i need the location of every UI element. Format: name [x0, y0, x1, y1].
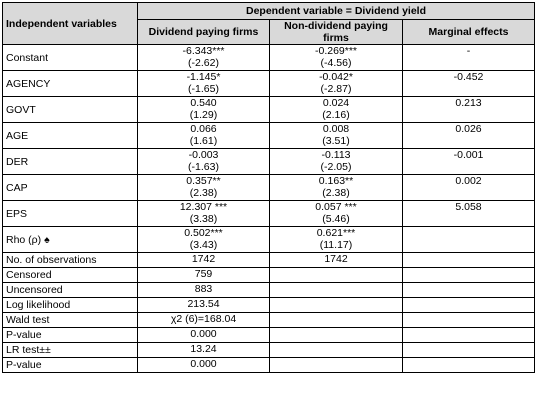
row-label: AGE: [3, 123, 138, 149]
stats-row: [3, 268, 535, 283]
cell-marginal: 0.213: [403, 97, 535, 123]
stat-label: Censored: [3, 268, 138, 283]
stat-marginal: [403, 268, 535, 283]
stat-dividend: χ2 (6)=168.04: [138, 313, 270, 328]
cell-marginal: 0.026: [403, 123, 535, 149]
table-row: [3, 227, 535, 253]
cell-marginal: [403, 227, 535, 253]
stat-label: Uncensored: [3, 283, 138, 298]
stat-non-dividend: [270, 283, 403, 298]
stat-label: Wald test: [3, 313, 138, 328]
stat-dividend: 13.24: [138, 343, 270, 358]
stat-label: Log likelihood: [3, 298, 138, 313]
cell-dividend: 0.357** (2.38): [138, 175, 270, 201]
stat-dividend: 0.000: [138, 328, 270, 343]
table-row: [3, 97, 535, 123]
cell-dividend: -0.003 (-1.63): [138, 149, 270, 175]
header-marginal-effects: Marginal effects: [403, 20, 535, 45]
stats-row: [3, 283, 535, 298]
stat-non-dividend: 1742: [270, 253, 403, 268]
stats-row: [3, 343, 535, 358]
table-row: [3, 123, 535, 149]
stat-label: LR test±±: [3, 343, 138, 358]
cell-dividend: -6.343*** (-2.62): [138, 45, 270, 71]
header-dependent-variable: Dependent variable = Dividend yield: [138, 3, 535, 20]
table-row: [3, 175, 535, 201]
cell-dividend: 0.540 (1.29): [138, 97, 270, 123]
stat-marginal: [403, 313, 535, 328]
cell-marginal: 0.002: [403, 175, 535, 201]
stat-dividend: 213.54: [138, 298, 270, 313]
stat-non-dividend: [270, 298, 403, 313]
stat-label: P-value: [3, 328, 138, 343]
stat-marginal: [403, 253, 535, 268]
stat-marginal: [403, 343, 535, 358]
stats-row: [3, 253, 535, 268]
cell-marginal: 5.058: [403, 201, 535, 227]
stat-marginal: [403, 283, 535, 298]
row-label: AGENCY: [3, 71, 138, 97]
stat-dividend: 759: [138, 268, 270, 283]
cell-dividend: 0.502*** (3.43): [138, 227, 270, 253]
row-label: Constant: [3, 45, 138, 71]
regression-results-table: [2, 2, 535, 373]
table-row: [3, 149, 535, 175]
stat-non-dividend: [270, 313, 403, 328]
table-row: [3, 71, 535, 97]
stat-dividend: 1742: [138, 253, 270, 268]
cell-non-dividend: -0.042* (-2.87): [270, 71, 403, 97]
stat-dividend: 0.000: [138, 358, 270, 373]
stat-marginal: [403, 298, 535, 313]
cell-dividend: 12.307 *** (3.38): [138, 201, 270, 227]
stat-label: P-value: [3, 358, 138, 373]
header-dividend-paying: Dividend paying firms: [138, 20, 270, 45]
table-row: [3, 45, 535, 71]
stats-row: [3, 358, 535, 373]
stat-non-dividend: [270, 343, 403, 358]
stats-row: [3, 298, 535, 313]
stat-marginal: [403, 358, 535, 373]
cell-dividend: 0.066 (1.61): [138, 123, 270, 149]
header-non-dividend-paying: Non-dividend paying firms: [270, 20, 403, 45]
stats-row: [3, 328, 535, 343]
cell-non-dividend: -0.269*** (-4.56): [270, 45, 403, 71]
cell-marginal: -0.001: [403, 149, 535, 175]
cell-non-dividend: 0.163** (2.38): [270, 175, 403, 201]
stats-row: [3, 313, 535, 328]
row-label: EPS: [3, 201, 138, 227]
cell-non-dividend: -0.113 (-2.05): [270, 149, 403, 175]
row-label: DER: [3, 149, 138, 175]
row-label: GOVT: [3, 97, 138, 123]
stat-non-dividend: [270, 328, 403, 343]
cell-non-dividend: 0.621*** (11.17): [270, 227, 403, 253]
cell-non-dividend: 0.008 (3.51): [270, 123, 403, 149]
stat-dividend: 883: [138, 283, 270, 298]
row-label: Rho (ρ) ♠: [3, 227, 138, 253]
stat-non-dividend: [270, 358, 403, 373]
header-independent-variables: Independent variables: [3, 3, 138, 45]
cell-marginal: -: [403, 45, 535, 71]
cell-marginal: -0.452: [403, 71, 535, 97]
table-row: [3, 201, 535, 227]
row-label: CAP: [3, 175, 138, 201]
cell-non-dividend: 0.057 *** (5.46): [270, 201, 403, 227]
cell-dividend: -1.145* (-1.65): [138, 71, 270, 97]
cell-non-dividend: 0.024 (2.16): [270, 97, 403, 123]
stat-marginal: [403, 328, 535, 343]
stat-non-dividend: [270, 268, 403, 283]
stat-label: No. of observations: [3, 253, 138, 268]
